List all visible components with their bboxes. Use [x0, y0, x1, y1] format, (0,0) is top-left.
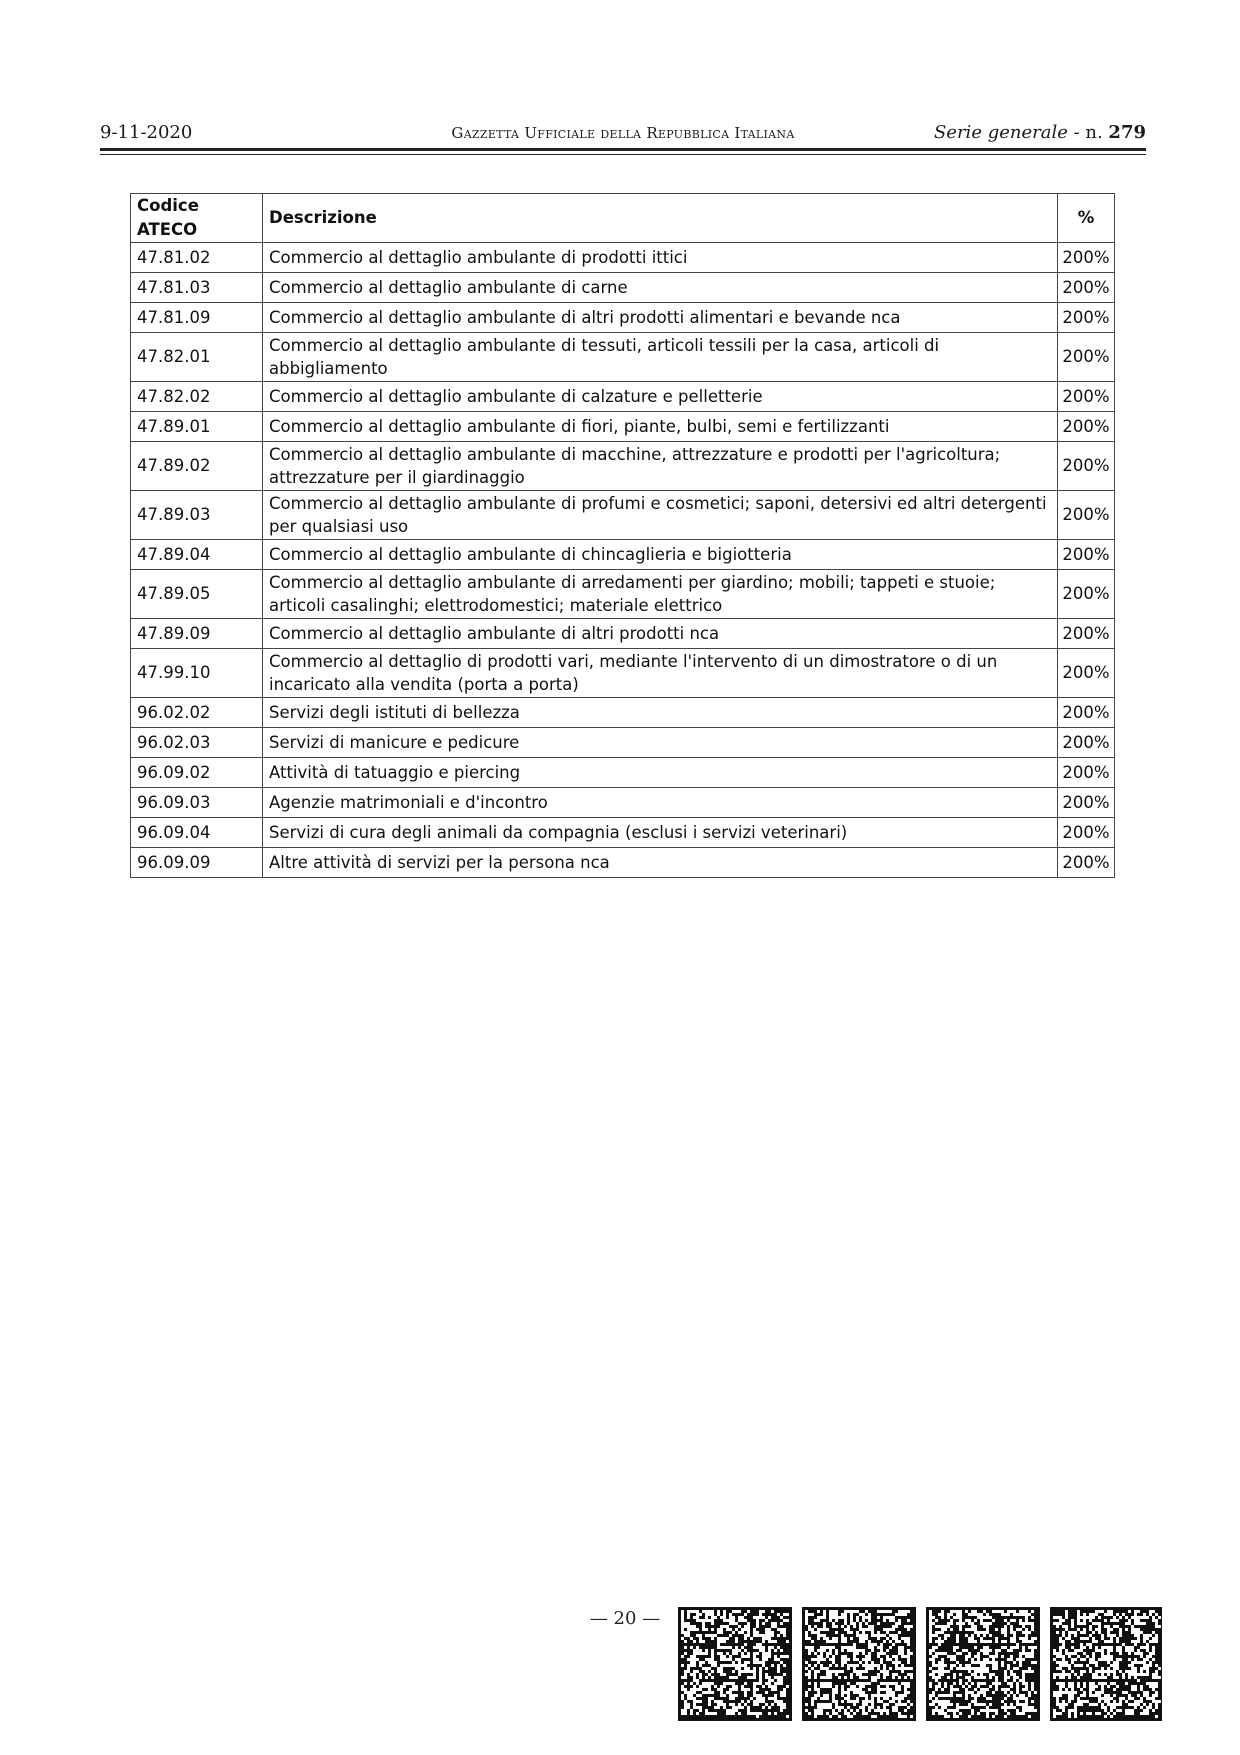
cell-code: 96.02.03	[131, 728, 263, 758]
table-row	[131, 333, 1115, 382]
table-row	[131, 619, 1115, 649]
cell-percent: 200%	[1058, 491, 1115, 540]
cell-code: 47.82.01	[131, 333, 263, 382]
cell-code: 47.81.02	[131, 243, 263, 273]
table-row	[131, 698, 1115, 728]
cell-percent: 200%	[1058, 540, 1115, 570]
cell-description: Commercio al dettaglio ambulante di carne	[263, 273, 1058, 303]
header-rule-thick	[100, 148, 1146, 151]
cell-description: Commercio al dettaglio ambulante di tessuti, articoli tessili per la casa, articoli di abbigliamento	[263, 333, 1058, 382]
cell-percent: 200%	[1058, 818, 1115, 848]
cell-code: 47.81.09	[131, 303, 263, 333]
table-row	[131, 758, 1115, 788]
cell-percent: 200%	[1058, 273, 1115, 303]
page-header	[100, 118, 1146, 148]
cell-percent: 200%	[1058, 649, 1115, 698]
cell-code: 47.89.01	[131, 412, 263, 442]
table-row	[131, 382, 1115, 412]
header-rule-thin	[100, 154, 1146, 155]
cell-code: 96.09.03	[131, 788, 263, 818]
cell-code: 96.09.04	[131, 818, 263, 848]
cell-description: Commercio al dettaglio ambulante di calzature e pelletterie	[263, 382, 1058, 412]
cell-description: Agenzie matrimoniali e d'incontro	[263, 788, 1058, 818]
cell-description: Commercio al dettaglio ambulante di profumi e cosmetici; saponi, detersivi ed altri detergenti per qualsiasi uso	[263, 491, 1058, 540]
qr-code-pattern	[678, 1607, 1162, 1723]
qr-code-block	[926, 1607, 1040, 1721]
qr-codes	[678, 1607, 1162, 1723]
cell-description: Commercio al dettaglio di prodotti vari, mediante l'intervento di un dimostratore o di un incaricato alla vendita (porta a porta)	[263, 649, 1058, 698]
qr-code-block	[678, 1607, 792, 1721]
table-row	[131, 442, 1115, 491]
cell-description: Commercio al dettaglio ambulante di chincaglieria e bigiotteria	[263, 540, 1058, 570]
cell-percent: 200%	[1058, 382, 1115, 412]
cell-description: Commercio al dettaglio ambulante di prodotti ittici	[263, 243, 1058, 273]
column-header-code: Codice ATECO	[131, 194, 263, 243]
cell-description: Servizi di manicure e pedicure	[263, 728, 1058, 758]
table-row	[131, 243, 1115, 273]
column-header-percent: %	[1058, 194, 1115, 243]
cell-percent: 200%	[1058, 442, 1115, 491]
header-serie-sep: - n.	[1067, 122, 1109, 143]
table-row	[131, 303, 1115, 333]
cell-percent: 200%	[1058, 728, 1115, 758]
cell-percent: 200%	[1058, 619, 1115, 649]
header-serie-number: 279	[1108, 122, 1146, 143]
cell-code: 96.02.02	[131, 698, 263, 728]
cell-code: 47.89.09	[131, 619, 263, 649]
cell-description: Servizi di cura degli animali da compagnia (esclusi i servizi veterinari)	[263, 818, 1058, 848]
cell-description: Commercio al dettaglio ambulante di altri prodotti nca	[263, 619, 1058, 649]
cell-code: 47.89.03	[131, 491, 263, 540]
cell-code: 47.89.04	[131, 540, 263, 570]
table-row	[131, 728, 1115, 758]
column-header-description: Descrizione	[263, 194, 1058, 243]
cell-percent: 200%	[1058, 788, 1115, 818]
cell-description: Servizi degli istituti di bellezza	[263, 698, 1058, 728]
table-row	[131, 273, 1115, 303]
cell-code: 47.89.02	[131, 442, 263, 491]
cell-description: Commercio al dettaglio ambulante di arredamenti per giardino; mobili; tappeti e stuoie; articoli casalinghi; elettrodomestici; materiale elettrico	[263, 570, 1058, 619]
table-row	[131, 788, 1115, 818]
table-row	[131, 491, 1115, 540]
header-title: Gazzetta Ufficiale della Repubblica Italiana	[451, 124, 795, 142]
table-row	[131, 649, 1115, 698]
cell-description: Commercio al dettaglio ambulante di macchine, attrezzature e prodotti per l'agricoltura; attrezzature per il giardinaggio	[263, 442, 1058, 491]
cell-code: 96.09.09	[131, 848, 263, 878]
cell-code: 47.99.10	[131, 649, 263, 698]
table-row	[131, 412, 1115, 442]
cell-percent: 200%	[1058, 758, 1115, 788]
cell-percent: 200%	[1058, 333, 1115, 382]
cell-description: Commercio al dettaglio ambulante di altri prodotti alimentari e bevande nca	[263, 303, 1058, 333]
qr-code-block	[1050, 1607, 1162, 1721]
cell-percent: 200%	[1058, 570, 1115, 619]
table-row	[131, 540, 1115, 570]
cell-percent: 200%	[1058, 848, 1115, 878]
table-row	[131, 848, 1115, 878]
cell-code: 47.81.03	[131, 273, 263, 303]
cell-code: 47.89.05	[131, 570, 263, 619]
header-serie-label: Serie generale	[933, 122, 1068, 143]
cell-percent: 200%	[1058, 303, 1115, 333]
page-number: — 20 —	[589, 1608, 661, 1629]
cell-code: 96.09.02	[131, 758, 263, 788]
header-date: 9-11-2020	[100, 122, 193, 143]
table-row	[131, 818, 1115, 848]
table-row	[131, 570, 1115, 619]
ateco-table	[130, 193, 1115, 878]
header-serie	[934, 122, 1146, 143]
cell-percent: 200%	[1058, 698, 1115, 728]
cell-percent: 200%	[1058, 243, 1115, 273]
cell-percent: 200%	[1058, 412, 1115, 442]
qr-code-block	[802, 1607, 916, 1721]
table-header-row	[131, 194, 1115, 243]
cell-code: 47.82.02	[131, 382, 263, 412]
cell-description: Commercio al dettaglio ambulante di fiori, piante, bulbi, semi e fertilizzanti	[263, 412, 1058, 442]
cell-description: Attività di tatuaggio e piercing	[263, 758, 1058, 788]
cell-description: Altre attività di servizi per la persona nca	[263, 848, 1058, 878]
